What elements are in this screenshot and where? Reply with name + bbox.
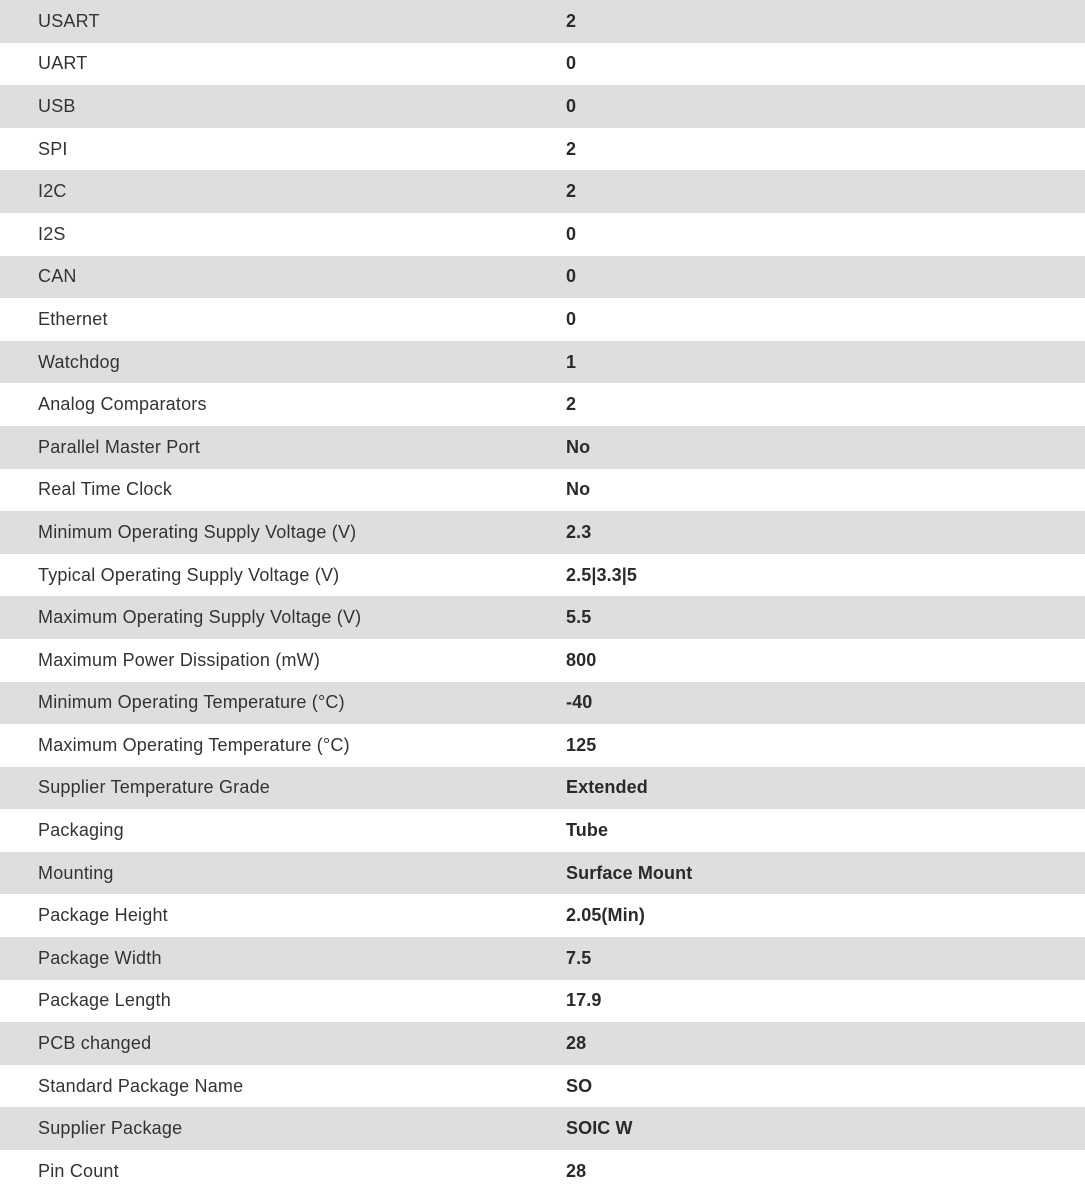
spec-value: 2.5|3.3|5 [566, 564, 638, 585]
spec-row-real-time-clock [0, 469, 1085, 512]
spec-row-supplier-package [0, 1107, 1085, 1150]
spec-value: No [566, 436, 591, 457]
spec-value: 7.5 [566, 947, 592, 968]
spec-row-pin-count [0, 1150, 1085, 1193]
spec-label: Standard Package Name [38, 1075, 244, 1096]
spec-value: 17.9 [566, 990, 602, 1011]
spec-value: 2 [566, 394, 577, 415]
spec-value: Extended [566, 777, 648, 798]
spec-value: 0 [566, 223, 577, 244]
spec-row-package-height [0, 894, 1085, 937]
spec-value: 1 [566, 351, 577, 372]
spec-row-spi [0, 128, 1085, 171]
spec-label: Maximum Operating Temperature (°C) [38, 734, 350, 755]
spec-label: Maximum Power Dissipation (mW) [38, 649, 321, 670]
spec-value: 2.3 [566, 521, 592, 542]
spec-label: Pin Count [38, 1160, 119, 1181]
spec-value: SO [566, 1075, 593, 1096]
spec-row-analog-comparators [0, 383, 1085, 426]
spec-label: SPI [38, 138, 68, 159]
spec-row-ethernet [0, 298, 1085, 341]
spec-row-uart [0, 43, 1085, 86]
spec-label: Parallel Master Port [38, 436, 201, 457]
spec-label: Supplier Package [38, 1118, 183, 1139]
spec-label: Typical Operating Supply Voltage (V) [38, 564, 340, 585]
spec-row-i2c [0, 170, 1085, 213]
spec-row-package-width [0, 937, 1085, 980]
spec-row-max-supply-voltage [0, 596, 1085, 639]
spec-value: 2 [566, 10, 577, 31]
spec-label: Package Length [38, 990, 171, 1011]
spec-row-typ-supply-voltage [0, 554, 1085, 597]
spec-label: Package Height [38, 905, 168, 926]
spec-value: 28 [566, 1160, 587, 1181]
spec-label: UART [38, 53, 88, 74]
spec-value: -40 [566, 692, 593, 713]
spec-label: PCB changed [38, 1033, 152, 1054]
spec-label: Supplier Temperature Grade [38, 777, 270, 798]
spec-row-i2s [0, 213, 1085, 256]
spec-value: 2 [566, 138, 577, 159]
spec-label: Mounting [38, 862, 114, 883]
spec-row-can [0, 256, 1085, 299]
spec-label: USB [38, 95, 76, 116]
spec-label: I2C [38, 181, 67, 202]
spec-label: Watchdog [38, 351, 120, 372]
spec-row-usart [0, 0, 1085, 43]
spec-row-parallel-master-port [0, 426, 1085, 469]
spec-value: 0 [566, 53, 577, 74]
spec-value: No [566, 479, 591, 500]
spec-row-usb [0, 85, 1085, 128]
spec-row-packaging [0, 809, 1085, 852]
spec-label: CAN [38, 266, 77, 287]
spec-value: SOIC W [566, 1118, 633, 1139]
spec-value: 125 [566, 734, 597, 755]
spec-row-min-temperature [0, 682, 1085, 725]
spec-row-min-supply-voltage [0, 511, 1085, 554]
spec-value: 0 [566, 308, 577, 329]
spec-row-max-power-dissipation [0, 639, 1085, 682]
spec-value: 0 [566, 266, 577, 287]
spec-value: 0 [566, 95, 577, 116]
spec-value: Surface Mount [566, 862, 693, 883]
spec-value: 2 [566, 181, 577, 202]
spec-value: 28 [566, 1033, 587, 1054]
spec-value: Tube [566, 820, 609, 841]
spec-label: Packaging [38, 820, 124, 841]
spec-label: Analog Comparators [38, 394, 207, 415]
spec-row-watchdog [0, 341, 1085, 384]
spec-label: Minimum Operating Supply Voltage (V) [38, 521, 357, 542]
spec-value: 2.05(Min) [566, 905, 645, 926]
spec-label: Maximum Operating Supply Voltage (V) [38, 607, 362, 628]
spec-row-temperature-grade [0, 767, 1085, 810]
spec-row-max-temperature [0, 724, 1085, 767]
spec-value: 800 [566, 649, 597, 670]
spec-label: Minimum Operating Temperature (°C) [38, 692, 345, 713]
spec-label: Real Time Clock [38, 479, 173, 500]
spec-row-standard-package-name [0, 1065, 1085, 1108]
spec-row-pcb-changed [0, 1022, 1085, 1065]
spec-label: USART [38, 10, 100, 31]
spec-value: 5.5 [566, 607, 592, 628]
spec-label: Package Width [38, 947, 162, 968]
spec-row-mounting [0, 852, 1085, 895]
spec-row-package-length [0, 980, 1085, 1023]
spec-label: Ethernet [38, 308, 108, 329]
spec-label: I2S [38, 223, 66, 244]
